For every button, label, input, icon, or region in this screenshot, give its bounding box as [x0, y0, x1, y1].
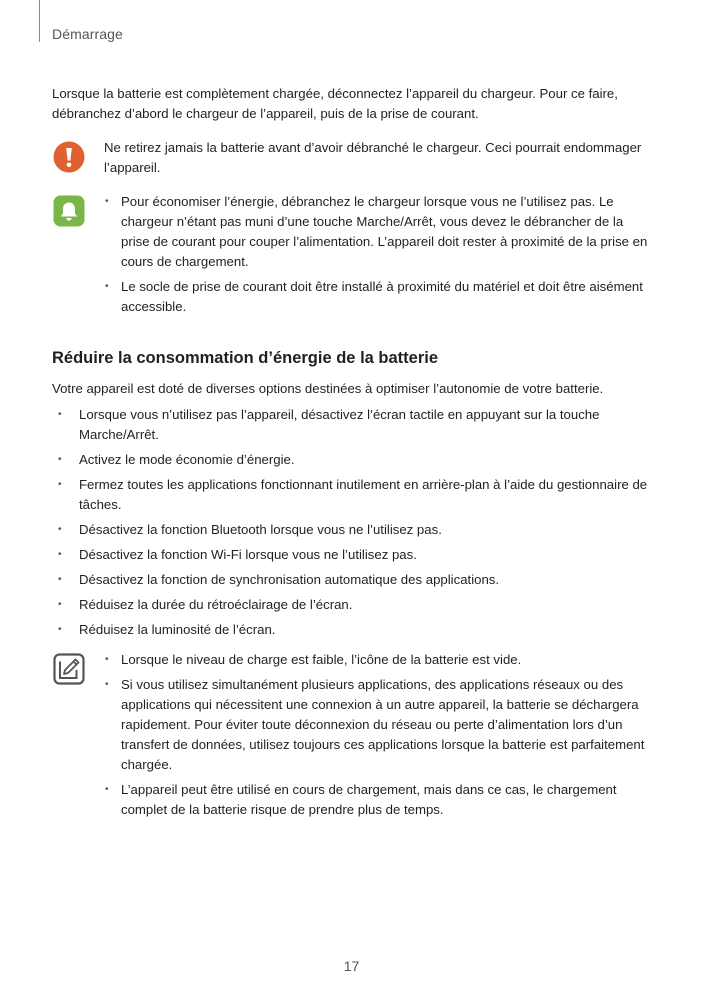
caution-list	[104, 192, 652, 317]
caution-item: • Le socle de prise de courant doit être installé à proximité du matériel et doit être aisément accessible.	[104, 277, 652, 317]
header-rule	[39, 0, 40, 42]
caution-item: • Pour économiser l’énergie, débranchez le chargeur lorsque vous ne l’utilisez pas. Le chargeur n’étant pas muni d’une touche Marche/Arrêt, vous devez le débrancher de la prise de courant pour couper l’alimentation. L’appareil doit rester à proximité de la prise en cours de chargement.	[104, 192, 652, 272]
tip-item: • Réduisez la luminosité de l’écran.	[52, 620, 652, 640]
tips-list	[52, 405, 652, 640]
tip-item: • Réduisez la durée du rétroéclairage de l’écran.	[52, 595, 652, 615]
tip-item: • Désactivez la fonction Bluetooth lorsque vous ne l’utilisez pas.	[52, 520, 652, 540]
note-pencil-icon	[52, 652, 86, 686]
warning-exclamation-icon	[52, 140, 86, 174]
note-notice	[52, 650, 652, 820]
caution-notice	[52, 192, 652, 317]
tip-item: • Désactivez la fonction de synchronisation automatique des applications.	[52, 570, 652, 590]
note-item: • L’appareil peut être utilisé en cours de chargement, mais dans ce cas, le chargement complet de la batterie risque de prendre plus de temps.	[104, 780, 652, 820]
note-item: • Si vous utilisez simultanément plusieurs applications, des applications réseaux ou des applications qui nécessitent une connexion à un autre appareil, la batterie se déchargera rapidement. Pour éviter toute déconnexion du réseau ou perte d’alimentation lors d’un transfert de données, utilisez toujours ces applications lorsque la batterie est parfaitement chargée.	[104, 675, 652, 775]
tip-item: • Désactivez la fonction Wi-Fi lorsque vous ne l’utilisez pas.	[52, 545, 652, 565]
tip-item: • Lorsque vous n’utilisez pas l’appareil, désactivez l’écran tactile en appuyant sur la touche Marche/Arrêt.	[52, 405, 652, 445]
note-list	[104, 650, 652, 820]
warning-notice	[52, 138, 652, 178]
tip-item: • Fermez toutes les applications fonctionnant inutilement en arrière-plan à l’aide du gestionnaire de tâches.	[52, 475, 652, 515]
tip-item: • Activez le mode économie d’énergie.	[52, 450, 652, 470]
bell-caution-icon	[52, 194, 86, 228]
page-content	[52, 84, 652, 825]
section-intro: Votre appareil est doté de diverses options destinées à optimiser l’autonomie de votre batterie.	[52, 381, 604, 396]
note-item: • Lorsque le niveau de charge est faible, l’icône de la batterie est vide.	[104, 650, 652, 670]
warning-text: Ne retirez jamais la batterie avant d’avoir débranché le chargeur. Ceci pourrait endommager l’appareil.	[104, 140, 642, 175]
intro-paragraph: Lorsque la batterie est complètement chargée, déconnectez l’appareil du chargeur. Pour ce faire, débranchez d’abord le chargeur de l’appareil, puis de la prise de courant.	[52, 86, 618, 121]
page-number: 17	[343, 958, 360, 974]
section-title: Réduire la consommation d’énergie de la batterie	[52, 349, 439, 367]
header-title: Démarrage	[52, 26, 123, 42]
